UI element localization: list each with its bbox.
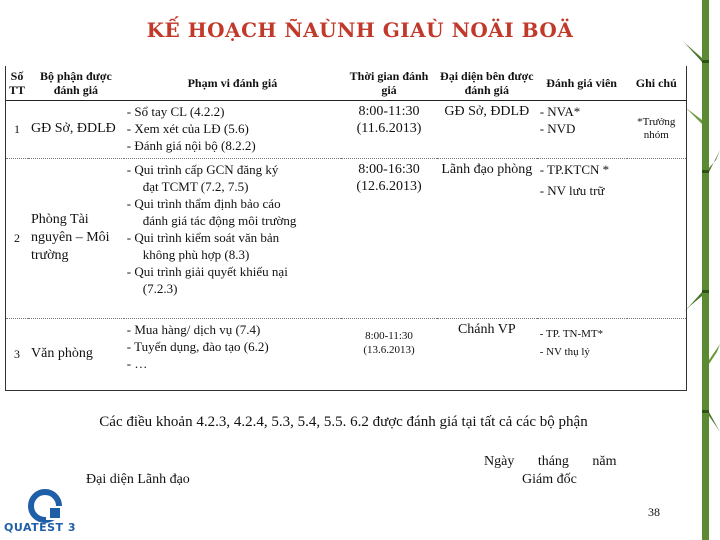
- scope-line: đánh giá tác động môi trường: [142, 212, 297, 228]
- table-header-row: [6, 66, 687, 100]
- logo-text: QUATEST 3: [4, 521, 77, 534]
- auditor-line: - NVA*: [539, 103, 581, 119]
- footnote: Các điều khoản 4.2.3, 4.2.4, 5.3, 5.4, 5.5. 6.2 được đánh giá tại tất cả các bộ phận: [99, 414, 588, 430]
- scope-line: - Sổ tay CL (4.2.2): [126, 103, 225, 119]
- auditor-line: - NVD: [539, 120, 576, 136]
- row-dept: GĐ Sở, ĐDLĐ: [31, 121, 116, 136]
- row-time: 8:00-16:30 (12.6.2013): [356, 161, 422, 194]
- signature-left: Đại diện Lãnh đạo: [86, 472, 190, 487]
- header-auditor: Đánh giá viên: [546, 75, 617, 90]
- header-scope: Phạm vi đánh giá: [187, 75, 278, 90]
- row-num: 2: [6, 158, 29, 318]
- header-note: Ghi chú: [627, 66, 687, 100]
- signature-right: Giám đốc: [522, 472, 577, 487]
- row-rep: Chánh VP: [457, 321, 516, 337]
- scope-line: (7.2.3): [142, 280, 178, 296]
- scope-line: - Qui trình giải quyết khiếu nại: [126, 263, 288, 279]
- audit-plan-table: [5, 66, 687, 391]
- scope-line: - Qui trình thẩm định bảo cáo: [126, 195, 281, 211]
- header-rep: Đại diện bên được đánh giá: [440, 68, 534, 97]
- scope-line: - Qui trình cấp GCN đăng ký: [126, 161, 279, 177]
- row-num: 1: [6, 100, 29, 158]
- row-scope: [124, 158, 341, 318]
- row-auditor: [537, 100, 627, 158]
- header-num: Số TT: [6, 66, 29, 100]
- header-time: Thời gian đánh giá: [349, 68, 429, 97]
- auditor-line: - TP. TN-MT*: [539, 327, 604, 340]
- signature-date: Ngày tháng năm: [484, 454, 617, 469]
- row-time: 8:00-11:30 (13.6.2013): [363, 329, 415, 356]
- row-auditor: [537, 318, 627, 390]
- row-rep: GĐ Sở, ĐDLĐ: [444, 103, 530, 119]
- auditor-line: - TP.KTCN *: [539, 161, 610, 177]
- scope-line: - …: [126, 355, 148, 371]
- page-number: 38: [648, 505, 660, 519]
- row-note: [627, 158, 687, 318]
- scope-line: đạt TCMT (7.2, 7.5): [142, 178, 249, 194]
- scope-line: - Mua hàng/ dịch vụ (7.4): [126, 321, 261, 337]
- row-note: *Trưởng nhóm: [627, 100, 687, 158]
- row-note: [627, 318, 687, 390]
- row-scope: [124, 100, 341, 158]
- table-row: [6, 158, 687, 318]
- scope-line: - Đánh giá nội bộ (8.2.2): [126, 137, 256, 153]
- table-row: [6, 100, 687, 158]
- auditor-line: - NV thụ lý: [539, 345, 590, 358]
- table-row: [6, 318, 687, 390]
- row-time: 8:00-11:30 (11.6.2013): [356, 103, 422, 136]
- scope-line: không phù hợp (8.3): [142, 246, 250, 262]
- row-dept: Phòng Tài nguyên – Môi trường: [31, 212, 110, 263]
- scope-line: - Qui trình kiểm soát văn bản: [126, 229, 280, 245]
- row-auditor: [537, 158, 627, 318]
- row-rep: Lãnh đạo phòng: [441, 161, 533, 177]
- auditor-line: - NV lưu trữ: [539, 182, 605, 198]
- row-num: 3: [6, 318, 29, 390]
- row-scope: [124, 318, 341, 390]
- scope-line: - Tuyển dụng, đào tạo (6.2): [126, 338, 269, 354]
- header-dept: Bộ phận được đánh giá: [39, 68, 112, 97]
- row-dept: Văn phòng: [31, 346, 93, 361]
- page-title: KẾ HOẠCH ÑAÙNH GIAÙ NOÄI BOÄ: [146, 18, 574, 42]
- scope-line: - Xem xét của LĐ (5.6): [126, 120, 249, 136]
